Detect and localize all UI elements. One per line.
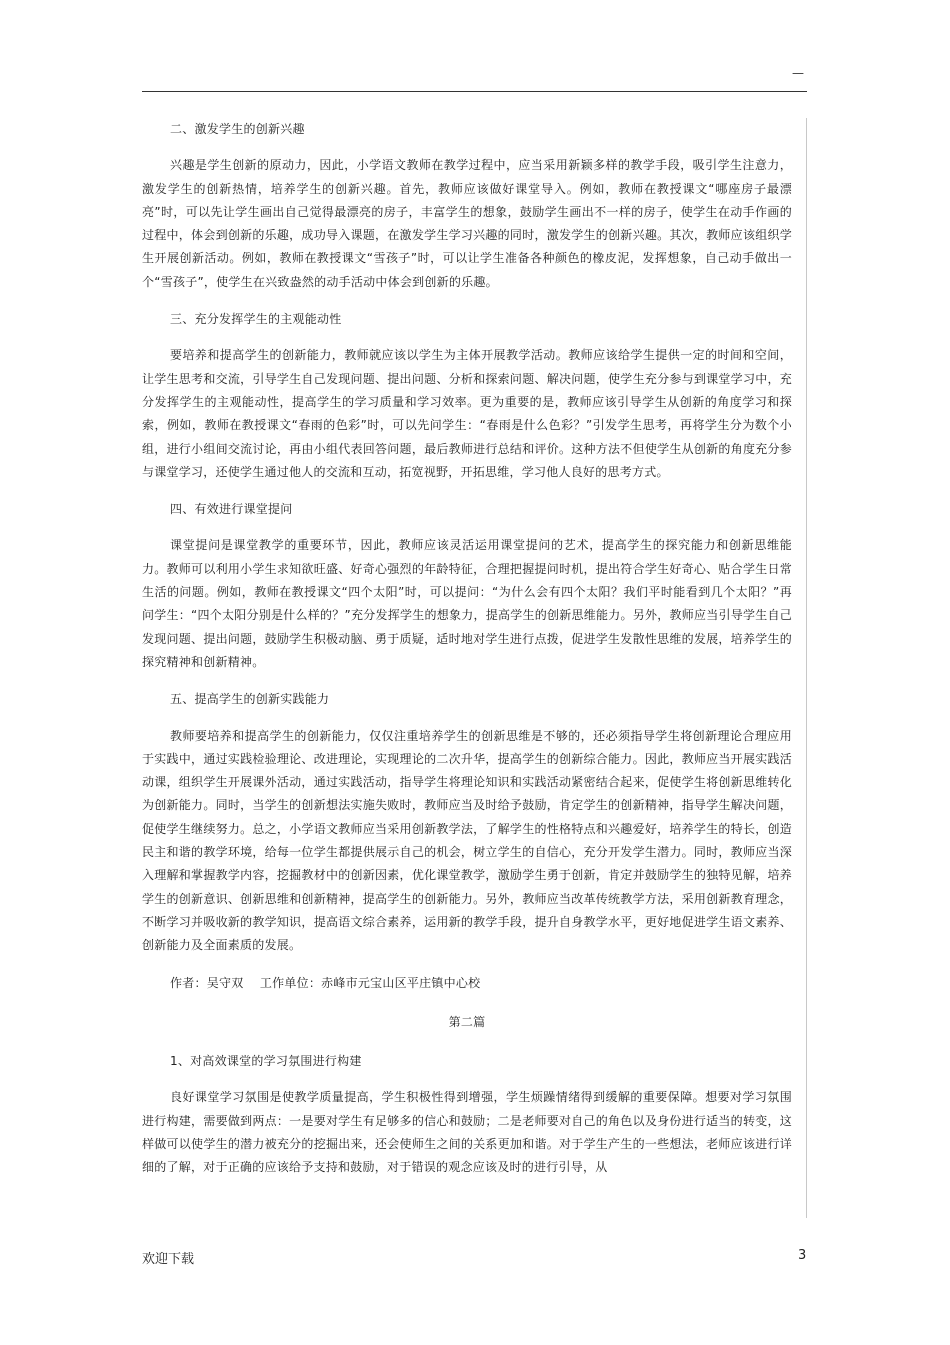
section-heading-3: 三、充分发挥学生的主观能动性 [170,312,342,327]
part-title: 第二篇 [448,1014,486,1029]
section-heading-part2-1: 1、对高效课堂的学习氛围进行构建 [170,1054,362,1069]
section-heading-5: 五、提高学生的创新实践能力 [170,692,330,707]
paragraph-practice: 教师要培养和提高学生的创新能力，仅仅注重培养学生的创新思维是不够的，还必须指导学生将创新理论合理应用于实践中，通过实践检验理论、改进理论，实现理论的二次升华，提高学生的创新综合能力。因此，教师应当开展实践活动课，组织学生开展课外活动，通过实践活动，指导学生将理论知识和实践活动紧密结合起来，促使学生将创新思维转化为创新能力。同时，当学生的创新想法实施失败时，教师应当及时给予鼓励，肯定学生的创新精神，指导学生解决问题，促使学生继续努力。总之，小学语文教师应当采用创新教学法，了解学生的性格特点和兴趣爱好，培养学生的特长，创造民主和谐的教学环境，给每一位学生都提供展示自己的机会，树立学生的自信心，充分开发学生潜力。同时，教师应当深入理解和掌握教学内容，挖掘教材中的创新因素，优化课堂教学，激励学生勇于创新，肯定并鼓励学生的独特见解，培养学生的创新意识、创新思维和创新精神，提高学生的创新能力。另外，教师应当改革传统教学方法，采用创新教育理念，不断学习并吸收新的教学知识，提高语文综合素养，运用新的教学手段，提升自身教学水平，更好地促进学生语文素养、创新能力及全面素质的发展。 [142,728,792,953]
section-heading-4: 四、有效进行课堂提问 [170,502,293,517]
paragraph-initiative: 要培养和提高学生的创新能力，教师就应该以学生为主体开展教学活动。教师应该给学生提供一定的时间和空间，让学生思考和交流，引导学生自己发现问题、提出问题、分析和探索问题、解决问题，使学生充分参与到课堂学习中，充分发挥学生的主观能动性，提高学生的学习质量和学习效率。更为重要的是，教师应该引导学生从创新的角度学习和探索，例如，教师在教授课文“春雨的色彩”时，可以先问学生：“春雨是什么色彩？”引发学生思考，再将学生分为数个小组，进行小组间交流讨论，再由小组代表回答问题，最后教师进行总结和评价。这种方法不但使学生从创新的角度充分参与课堂学习，还使学生通过他人的交流和互动，拓宽视野，开拓思维，学习他人良好的思考方式。 [142,348,792,479]
header-rule [142,91,807,92]
paragraph-interest: 兴趣是学生创新的原动力，因此，小学语文教师在教学过程中，应当采用新颖多样的教学手段，吸引学生注意力，激发学生的创新热情，培养学生的创新兴趣。首先，教师应该做好课堂导入。例如，教师在教授课文“哪座房子最漂亮”时，可以先让学生画出自己觉得最漂亮的房子，丰富学生的想象，鼓励学生画出不一样的房子，使学生在动手作画的过程中，体会到创新的乐趣，成功导入课题，在激发学生学习兴趣的同时，激发学生的创新兴趣。其次，教师应该组织学生开展创新活动。例如，教师在教授课文“雪孩子”时，可以让学生准备各种颜色的橡皮泥，发挥想象，自己动手做出一个“雪孩子”，使学生在兴致盎然的动手活动中体会到创新的乐趣。 [142,158,792,289]
document-body [142,118,792,1194]
paragraph-questioning: 课堂提问是课堂教学的重要环节，因此，教师应该灵活运用课堂提问的艺术，提高学生的探究能力和创新思维能力。教师可以利用小学生求知欲旺盛、好奇心强烈的年龄特征，合理把握提问时机，提出符合学生好奇心、贴合学生日常生活的问题。例如，教师在教授课文“四个太阳”时，可以提问：“为什么会有四个太阳？我们平时能看到几个太阳？”再问学生：“四个太阳分别是什么样的？”充分发挥学生的想象力，提高学生的创新思维能力。另外，教师应当引导学生自己发现问题、提出问题，鼓励学生积极动脑、勇于质疑，适时地对学生进行点拨，促进学生发散性思维的发展，培养学生的探究精神和创新精神。 [142,538,792,669]
header-mark: — [792,66,804,80]
page-frame-right-border [806,118,807,1218]
paragraph-atmosphere: 良好课堂学习氛围是使教学质量提高，学生积极性得到增强，学生烦躁情绪得到缓解的重要保障。想要对学习氛围进行构建，需要做到两点：一是要对学生有足够多的信心和鼓励；二是老师要对自己的角色以及身份进行适当的转变，这样做可以使学生的潜力被充分的挖掘出来，还会使师生之间的关系更加和谐。对于学生产生的一些想法，老师应该进行详细的了解，对于正确的应该给予支持和鼓励，对于错误的观念应该及时的进行引导，从 [142,1090,792,1175]
footer-welcome-text: 欢迎下载 [142,1252,195,1267]
page-number: 3 [798,1248,807,1263]
author-line: 作者：吴守双 工作单位：赤峰市元宝山区平庄镇中心校 [170,975,481,990]
section-heading-2: 二、激发学生的创新兴趣 [170,122,305,136]
